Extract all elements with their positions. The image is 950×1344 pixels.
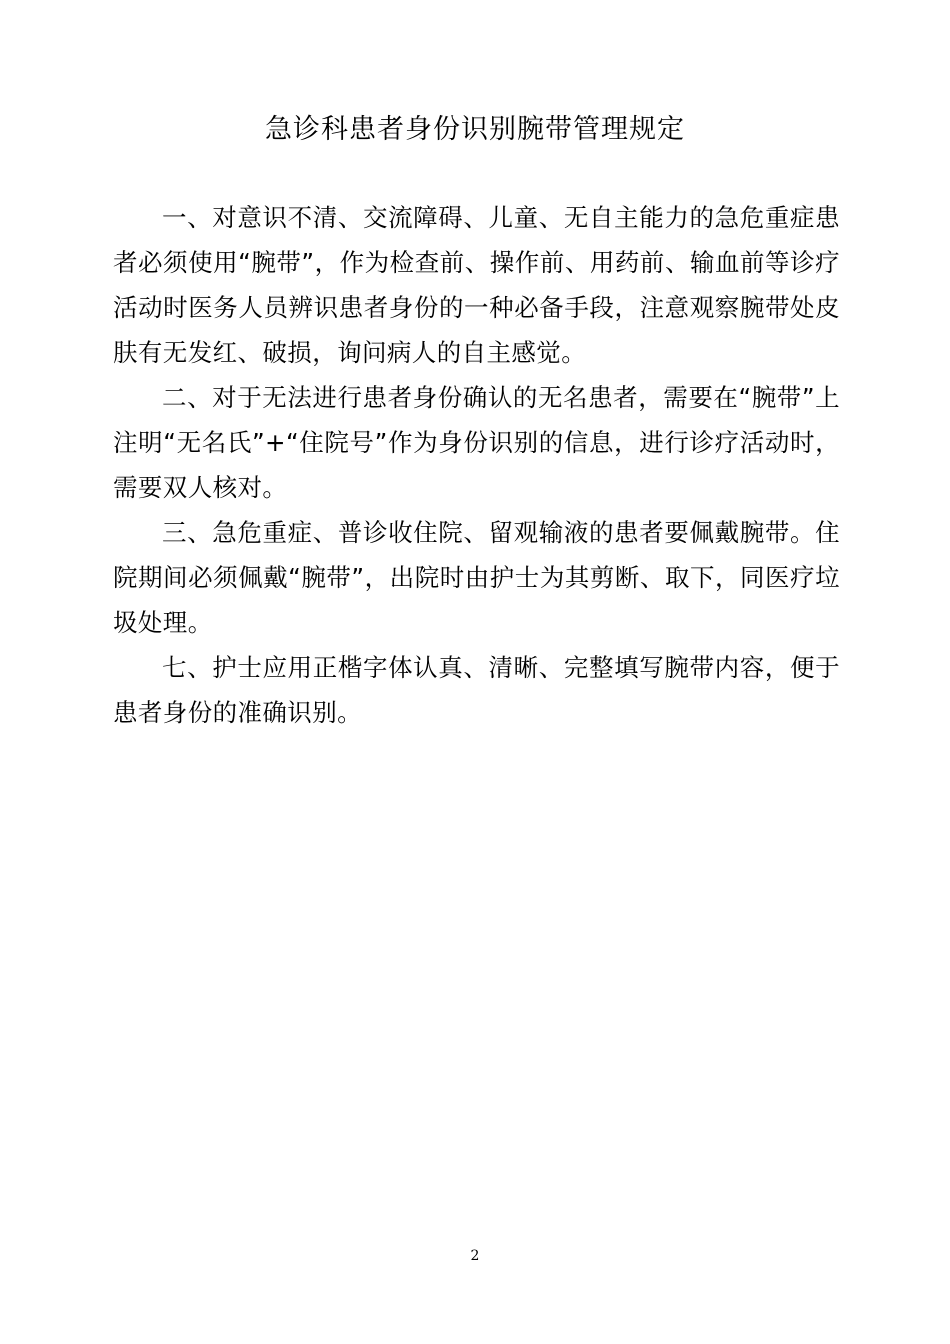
paragraph-3: 三、急危重症、普诊收住院、留观输液的患者要佩戴腕带。住院期间必须佩戴“腕带”，出院时由护士为其剪断、取下，同医疗垃圾处理。 — [113, 518, 840, 637]
page-number: 2 — [470, 1248, 480, 1264]
document-body — [113, 195, 840, 735]
paragraph-4: 七、护士应用正楷字体认真、清晰、完整填写腕带内容，便于患者身份的准确识别。 — [113, 653, 840, 727]
paragraph-1: 一、对意识不清、交流障碍、儿童、无自主能力的急危重症患者必须使用“腕带”，作为检查前、操作前、用药前、输血前等诊疗活动时医务人员辨识患者身份的一种必备手段，注意观察腕带处皮肤有无发红、破损，询问病人的自主感觉。 — [113, 203, 840, 367]
paragraph-2: 二、对于无法进行患者身份确认的无名患者，需要在“腕带”上注明“无名氏”+“住院号”作为身份识别的信息，进行诊疗活动时，需要双人核对。 — [113, 383, 840, 502]
document-title: 急诊科患者身份识别腕带管理规定 — [265, 114, 685, 145]
